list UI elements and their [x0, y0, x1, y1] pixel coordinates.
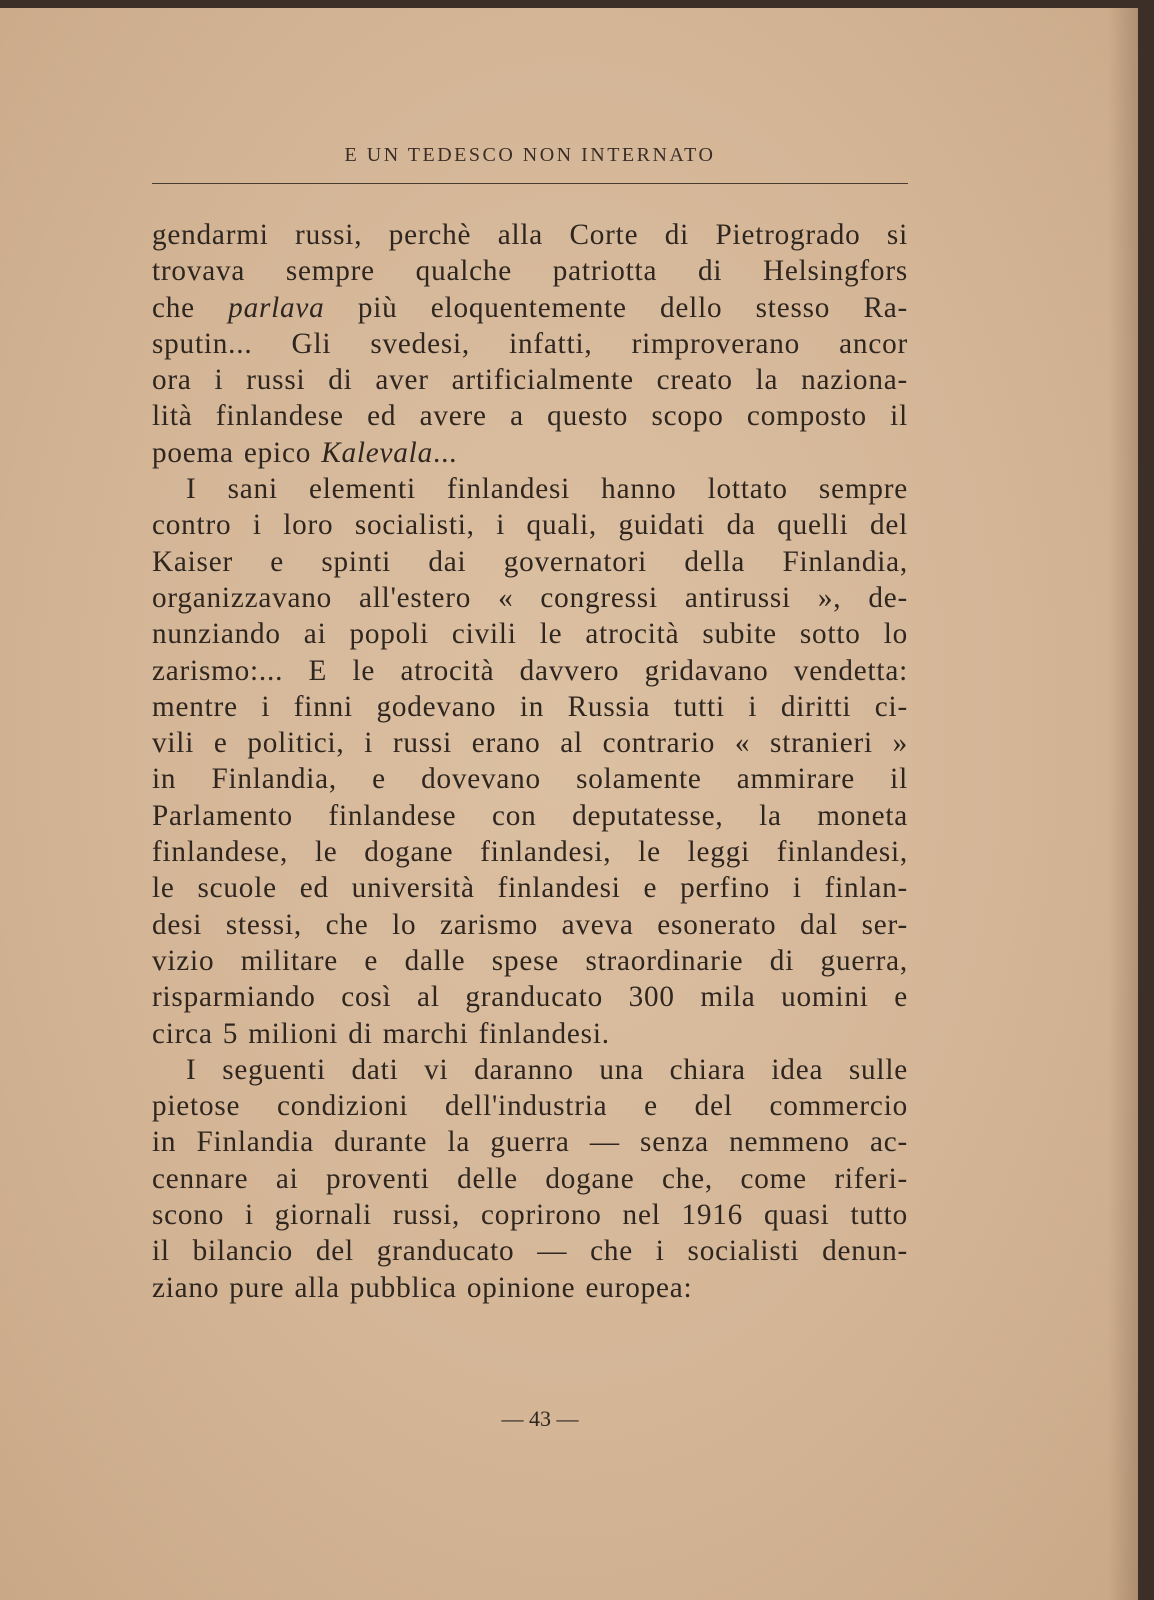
text-segment: ... — [432, 436, 458, 469]
header-rule — [152, 183, 908, 184]
text-line: risparmiando così al granducato 300 mila uomini e — [152, 981, 908, 1014]
text-line: in Finlandia, e dovevano solamente ammirare il — [152, 763, 908, 796]
text-line: in Finlandia durante la guerra — senza nemmeno ac- — [152, 1126, 908, 1159]
text-line — [152, 290, 908, 326]
text-line: circa 5 milioni di marchi finlandesi. — [152, 1017, 610, 1050]
text-line: cennare ai proventi delle dogane che, come riferi- — [152, 1162, 908, 1195]
text-line: ora i russi di aver artificialmente creato la naziona- — [152, 364, 908, 397]
text-line: Kaiser e spinti dai governatori della Finlandia, — [152, 545, 908, 578]
book-page — [0, 8, 1138, 1600]
text-line: Parlamento finlandese con deputatesse, la moneta — [152, 799, 908, 832]
text-line: sputin... Gli svedesi, infatti, rimproverano ancor — [152, 327, 908, 360]
text-line: mentre i finni godevano in Russia tutti i diritti ci- — [152, 690, 908, 723]
text-line: zarismo:... E le atrocità davvero gridavano vendetta: — [152, 654, 908, 687]
italic-word: parlava — [228, 291, 325, 324]
text-line: finlandese, le dogane finlandesi, le leggi finlandesi, — [152, 836, 908, 869]
text-line: contro i loro socialisti, i quali, guidati da quelli del — [152, 509, 908, 542]
text-line: pietose condizioni dell'industria e del commercio — [152, 1090, 908, 1123]
text-line: ziano pure alla pubblica opinione europea: — [152, 1271, 693, 1304]
body-text — [152, 217, 908, 1306]
text-line: nunziando ai popoli civili le atrocità subite sotto lo — [152, 618, 908, 651]
text-line: vizio militare e dalle spese straordinarie di guerra, — [152, 944, 908, 977]
text-segment: poema epico — [152, 436, 322, 469]
text-line: gendarmi russi, perchè alla Corte di Pietrogrado si — [152, 219, 908, 251]
text-segment: più eloquentemente dello stesso Ra- — [324, 291, 908, 324]
running-head: E UN TEDESCO NON INTERNATO — [344, 144, 716, 166]
text-line: lità finlandese ed avere a questo scopo composto il — [152, 400, 908, 433]
text-line: trovava sempre qualche patriotta di Helsingfors — [152, 255, 908, 288]
text-line: scono i giornali russi, coprirono nel 1916 quasi tutto — [152, 1199, 908, 1232]
text-line: vili e politici, i russi erano al contrario « stranieri » — [152, 727, 908, 760]
text-line — [152, 435, 908, 471]
text-segment: che — [152, 291, 229, 324]
text-line: le scuole ed università finlandesi e perfino i finlan- — [152, 872, 908, 905]
text-line: desi stessi, che lo zarismo aveva esonerato dal ser- — [152, 908, 908, 941]
text-line: organizzavano all'estero « congressi antirussi », de- — [152, 581, 908, 614]
italic-word: Kalevala — [321, 436, 433, 469]
text-line: I seguenti dati vi daranno una chiara idea sulle — [186, 1053, 908, 1086]
text-line: I sani elementi finlandesi hanno lottato sempre — [186, 473, 908, 506]
page-number: — 43 — — [501, 1406, 579, 1431]
text-line: il bilancio del granducato — che i socialisti denun- — [152, 1235, 908, 1268]
